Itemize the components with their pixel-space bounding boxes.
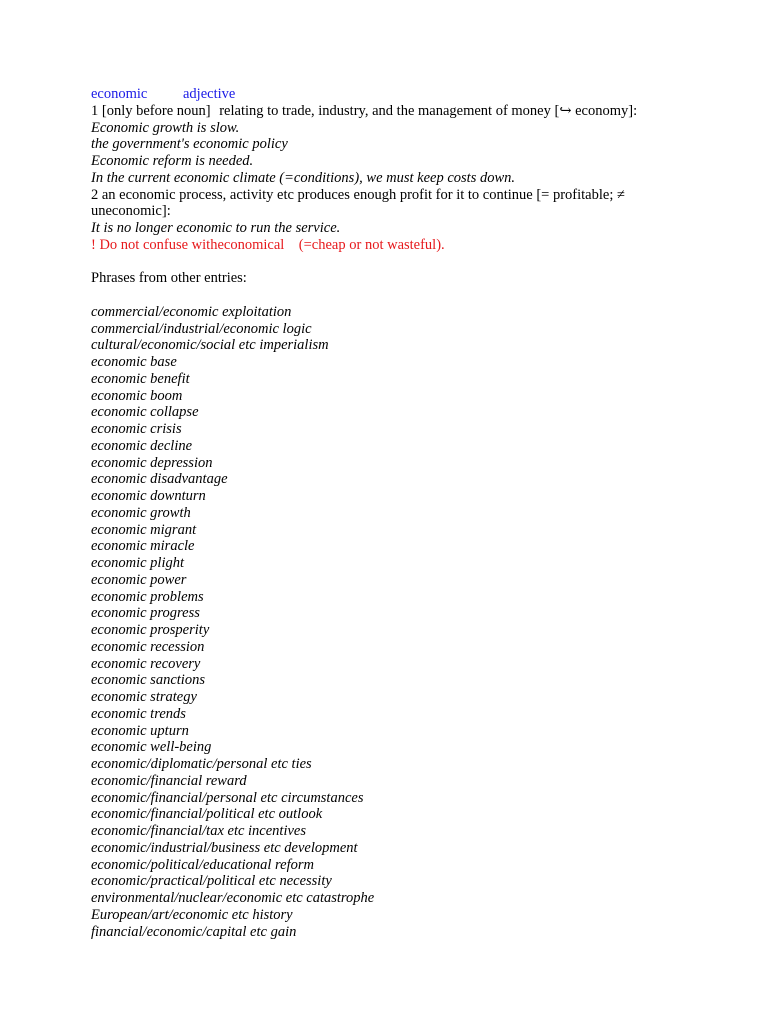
example: Economic reform is needed.	[91, 153, 254, 169]
phrase-item: economic sanctions	[91, 672, 205, 689]
usage-note	[91, 237, 731, 254]
phrase-item: economic/financial/personal etc circumstances	[91, 789, 364, 806]
phrase-item: economic/financial/political etc outlook	[91, 806, 323, 823]
usage-note-prefix: ! Do not confuse with	[91, 236, 218, 253]
phrase-item: economic upturn	[91, 722, 189, 739]
phrase-item: commercial/economic exploitation	[91, 303, 292, 320]
phrase-item: economic depression	[91, 454, 213, 471]
phrase-item: economic/financial reward	[91, 772, 247, 789]
part-of-speech: adjective	[183, 86, 236, 102]
dictionary-entry	[91, 86, 731, 940]
example: It is no longer economic to run the service.	[91, 220, 341, 236]
sense-2-line2: uneconomic]:	[91, 203, 171, 220]
usage-note-word: economical	[217, 236, 285, 253]
phrase-item: economic/industrial/business etc development	[91, 839, 358, 856]
phrase-item: economic migrant	[91, 521, 197, 538]
phrase-item: economic/financial/tax etc incentives	[91, 823, 307, 839]
phrase-item: economic trends	[91, 705, 186, 722]
grammar-label: [only before noun]	[101, 102, 211, 119]
phrase-item: economic power	[91, 571, 187, 588]
sense-1	[91, 103, 731, 120]
phrase-item: economic growth	[91, 504, 191, 521]
phrase-item: European/art/economic etc history	[91, 906, 293, 923]
entry-header	[91, 86, 731, 103]
phrase-item: economic decline	[91, 437, 193, 454]
phrase-item: economic collapse	[91, 404, 199, 421]
phrase-item: financial/economic/capital etc gain	[91, 923, 297, 940]
phrase-item: cultural/economic/social etc imperialism	[91, 337, 329, 354]
phrase-item: economic plight	[91, 555, 185, 571]
example: Economic growth is slow.	[91, 119, 240, 136]
sense-2-line1: 2 an economic process, activity etc produces enough profit for it to continue [= profitable; ≠	[91, 186, 625, 203]
phrase-list	[91, 304, 731, 941]
phrase-item: economic benefit	[91, 370, 190, 387]
phrase-item: economic prosperity	[91, 622, 210, 638]
phrases-heading: Phrases from other entries:	[91, 270, 247, 287]
phrase-item: economic well-being	[91, 739, 212, 756]
phrase-item: economic crisis	[91, 421, 182, 437]
phrase-item: economic recovery	[91, 655, 201, 672]
phrase-item: economic disadvantage	[91, 471, 228, 488]
phrase-item: economic miracle	[91, 538, 195, 555]
sense-number: 1	[91, 102, 99, 119]
phrase-item: environmental/nuclear/economic etc catastrophe	[91, 890, 375, 906]
phrase-item: commercial/industrial/economic logic	[91, 320, 312, 337]
phrase-item: economic strategy	[91, 689, 197, 705]
phrase-item: economic/political/educational reform	[91, 856, 314, 873]
phrase-item: economic downturn	[91, 488, 206, 504]
example: In the current economic climate (=conditions), we must keep costs down.	[91, 169, 516, 186]
usage-note-gloss: (=cheap or not wasteful).	[298, 236, 445, 253]
phrase-item: economic base	[91, 354, 177, 370]
phrase-item: economic/diplomatic/personal etc ties	[91, 756, 312, 772]
headword: economic	[91, 86, 148, 102]
phrase-item: economic boom	[91, 387, 183, 404]
phrase-item: economic problems	[91, 588, 204, 605]
phrase-item: economic recession	[91, 638, 205, 655]
phrase-item: economic/practical/political etc necessity	[91, 873, 332, 890]
phrase-item: economic progress	[91, 605, 200, 622]
definition: relating to trade, industry, and the management of money [↪ economy]:	[219, 102, 638, 119]
example: the government's economic policy	[91, 136, 288, 153]
